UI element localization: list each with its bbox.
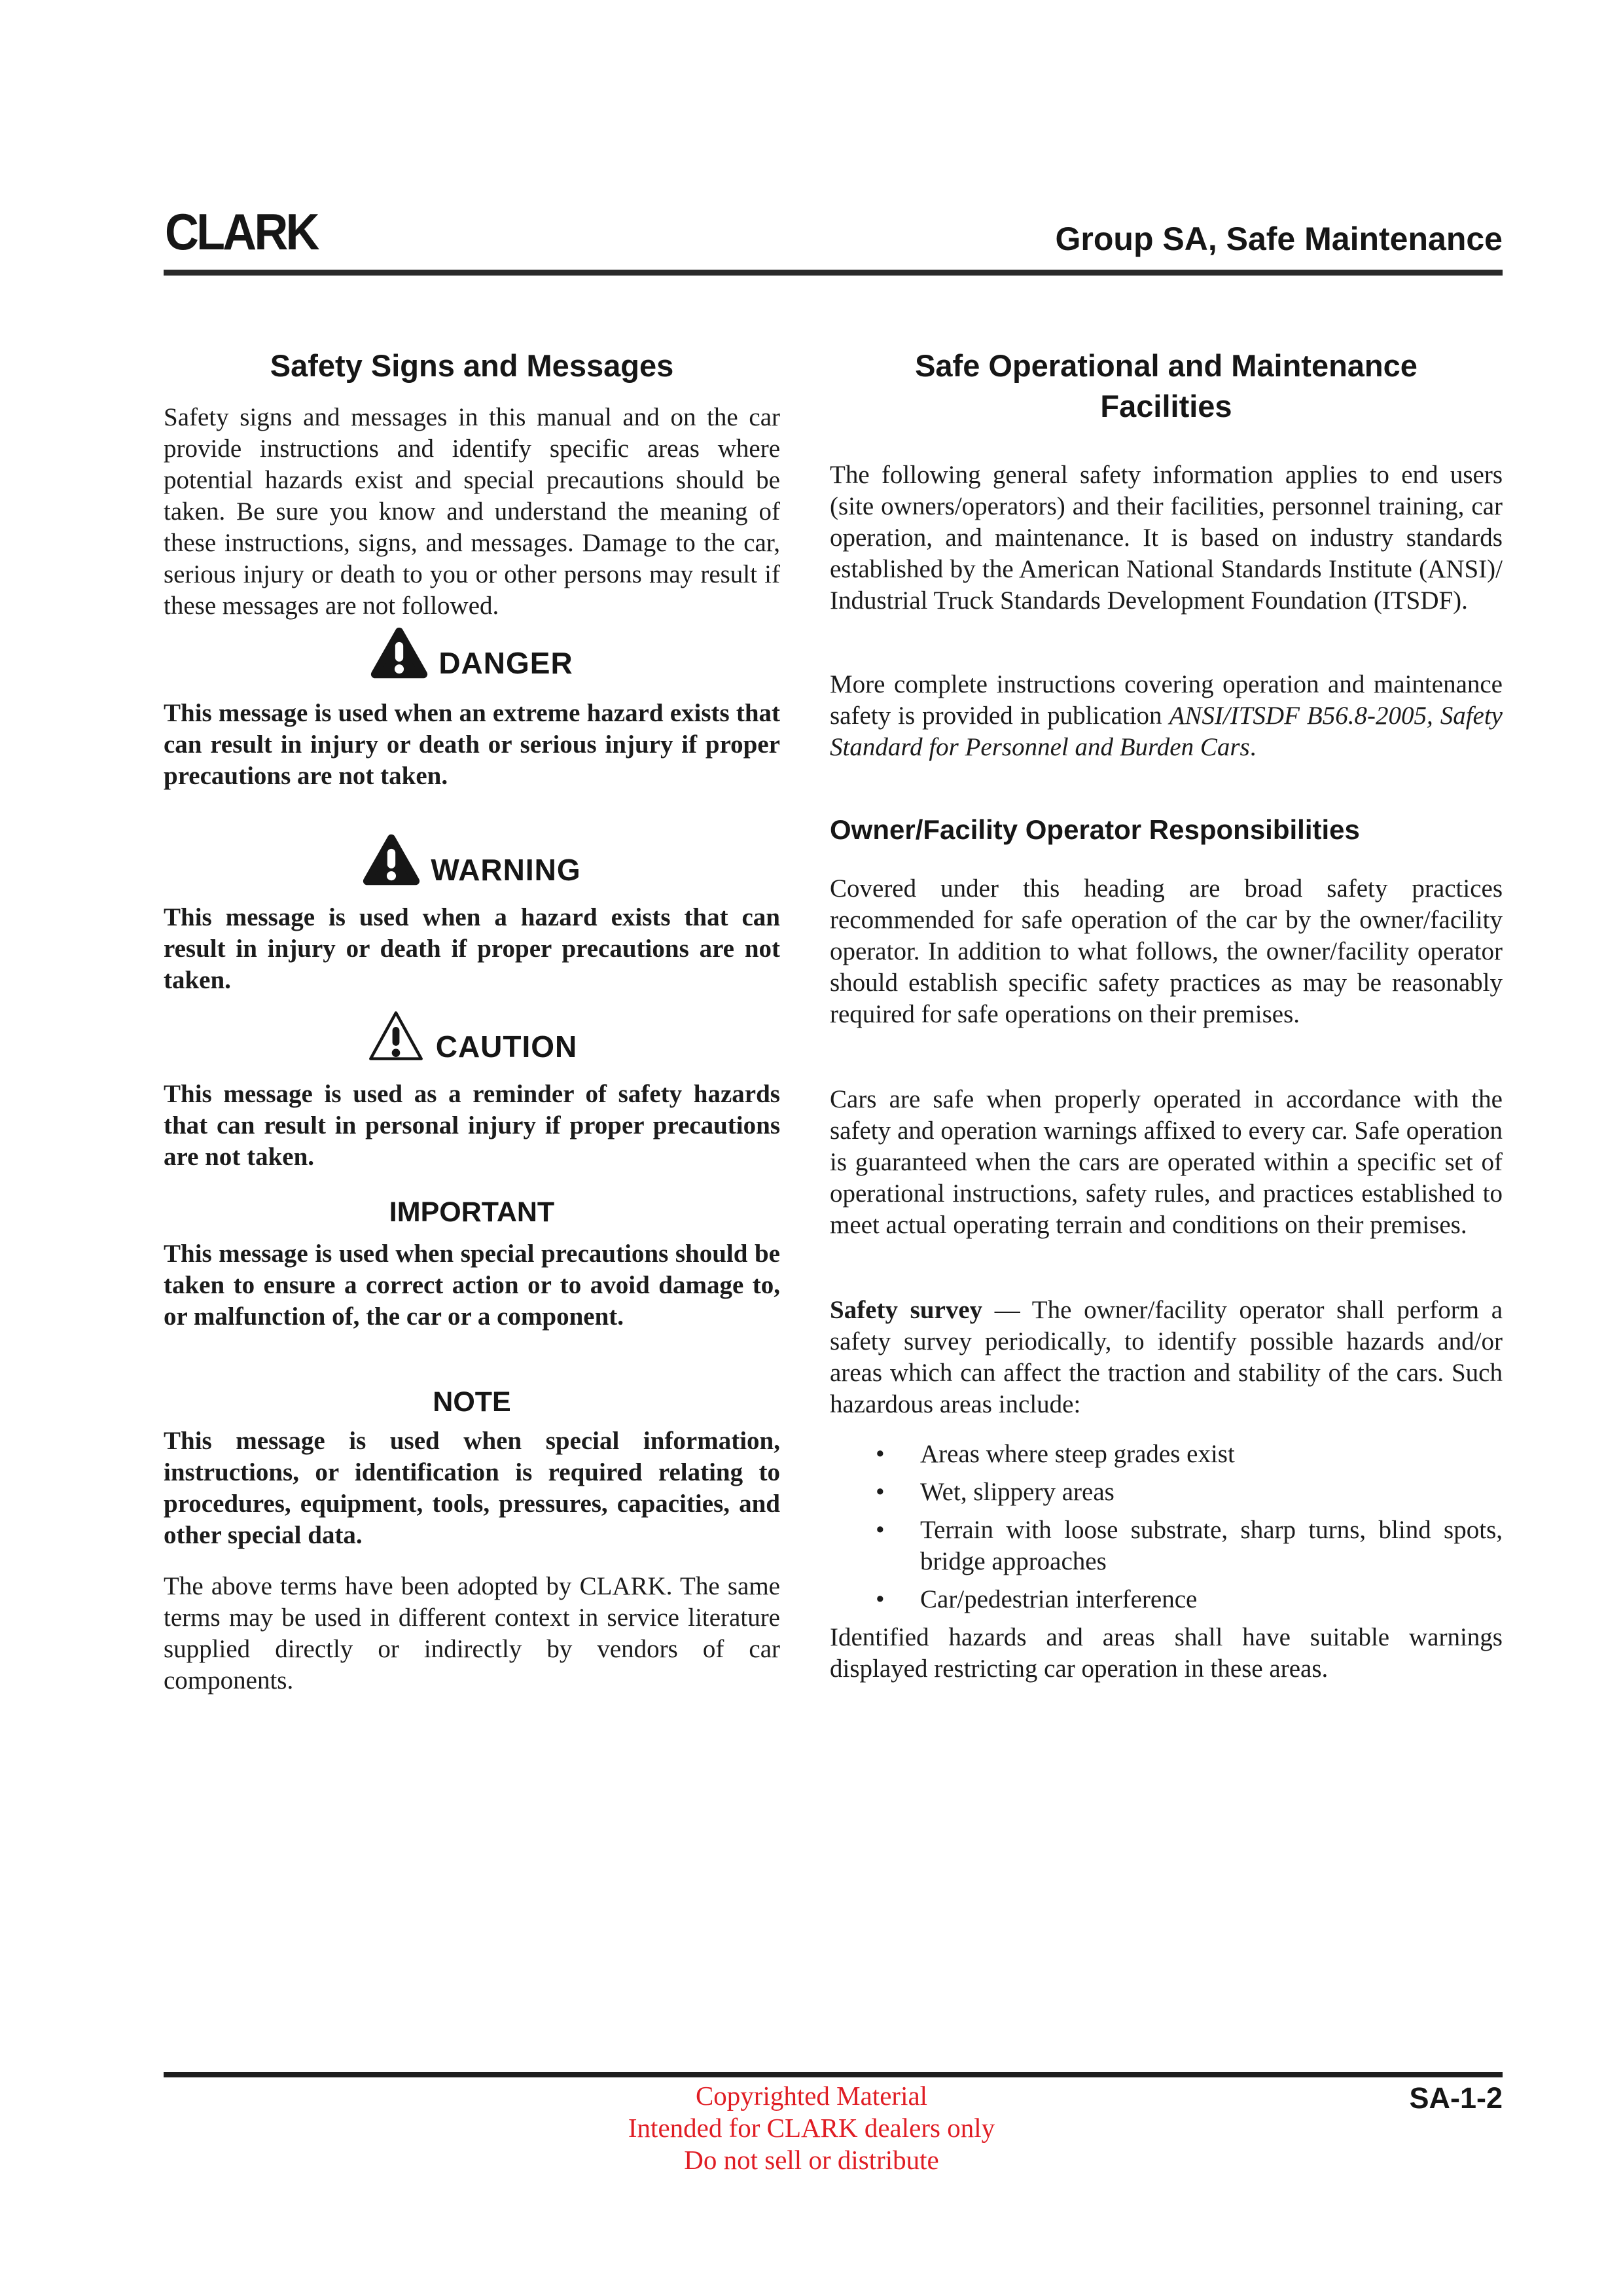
facilities-paragraph-1: The following general safety information applies to end users (site owners/operators) and their facilities, personnel training, car operation, and maintenance. It is based on industry standards established by the American National Standards Institute (ANSI)/ Industrial Truck Standards Development Foundation (ITSDF). [830, 461, 1503, 615]
copyright-notice-line1: Copyrighted Material [695, 2081, 928, 2111]
facilities-paragraph-2 [830, 669, 1503, 763]
list-item: • Wet, slippery areas [830, 1477, 1503, 1508]
list-item: • Areas where steep grades exist [830, 1439, 1503, 1470]
note-heading: NOTE [433, 1386, 511, 1418]
danger-heading [164, 626, 780, 681]
publication-text-italic: ANSI/ITSDF B56.8-2005, Safety Standard for Personnel and Burden Cars [830, 702, 1503, 761]
clark-logo: CLARK [165, 203, 317, 260]
safety-survey-rest: The owner/facility operator shall perform a safety survey periodically, to identify possible hazards and/or areas which can affect the traction and stability of the cars. Such hazardous areas include: [830, 1296, 1503, 1418]
warning-triangle-filled-icon [363, 833, 420, 888]
caution-paragraph: This message is used as a reminder of safety hazards that can result in personal injury if proper precautions are not taken. [164, 1080, 780, 1171]
safety-survey-paragraph [830, 1295, 1503, 1420]
intro-paragraph: Safety signs and messages in this manual and on the car provide instructions and identify specific areas where potential hazards exist and special precautions should be taken. Be sure you know and understand the meaning of these instructions, signs, and messages. Damage to the car, serious injury or death to you or other persons may result if these messages are not followed. [164, 403, 780, 620]
footer-divider [164, 2072, 1503, 2077]
right-column [830, 0, 1503, 2296]
publication-text-plain: More complete instructions covering operation and maintenance safety is provided in publication [830, 670, 1503, 730]
warning-triangle-outline-icon [366, 1008, 425, 1064]
copyright-notice-line3: Do not sell or distribute [684, 2145, 939, 2175]
safety-survey-lead: Safety survey [830, 1296, 983, 1324]
responsibilities-paragraph-2: Cars are safe when properly operated in accordance with the safety and operation warnings affixed to every car. Safe operation is guaranteed when the cars are operated within a specific set of operational instructions, safety rules, and practices established to meet actual operating terrain and conditions on their premises. [830, 1085, 1503, 1239]
warning-paragraph: This message is used when a hazard exists that can result in injury or death if proper precautions are not taken. [164, 903, 780, 994]
page-number: SA-1-2 [1409, 2081, 1503, 2115]
publication-text-period: . [1249, 733, 1257, 761]
warning-triangle-filled-icon [370, 626, 428, 681]
copyright-notice-line2: Intended for CLARK dealers only [628, 2113, 995, 2143]
list-item: • Car/pedestrian interference [830, 1584, 1503, 1615]
important-heading: IMPORTANT [389, 1196, 555, 1228]
right-column-title-line2: Facilities [1100, 389, 1232, 423]
safety-survey-dash: — [982, 1296, 1032, 1324]
list-item: • Terrain with loose substrate, sharp turns, blind spots, bridge approaches [830, 1515, 1503, 1577]
hazard-list [830, 1439, 1503, 1622]
warning-heading [164, 833, 780, 888]
note-paragraph: This message is used when special information, instructions, or identification is required relating to procedures, equipment, tools, pressures, capacities, and other special data. [164, 1427, 780, 1549]
right-column-title [830, 346, 1503, 427]
danger-label: DANGER [438, 646, 573, 680]
danger-paragraph: This message is used when an extreme hazard exists that can result in injury or death or serious injury if proper precautions are not taken. [164, 699, 780, 790]
warning-label: WARNING [431, 853, 581, 887]
left-column-title: Safety Signs and Messages [270, 348, 674, 383]
caution-heading [164, 1008, 780, 1064]
left-closing-paragraph: The above terms have been adopted by CLARK. The same terms may be used in different context in service literature supplied directly or indirectly by vendors of car components. [164, 1572, 780, 1695]
responsibilities-paragraph-1: Covered under this heading are broad safety practices recommended for safe operation of the car by the owner/facility operator. In addition to what follows, the owner/facility operator should establish specific safety practices as may be reasonably required for safe operations on their premises. [830, 874, 1503, 1028]
right-column-title-line1: Safe Operational and Maintenance [915, 348, 1418, 383]
page-title: Group SA, Safe Maintenance [1055, 221, 1503, 257]
owner-responsibilities-subheading: Owner/Facility Operator Responsibilities [830, 814, 1360, 845]
right-closing-paragraph: Identified hazards and areas shall have suitable warnings displayed restricting car operation in these areas. [830, 1623, 1503, 1683]
important-paragraph: This message is used when special precautions should be taken to ensure a correct action or to avoid damage to, or malfunction of, the car or a component. [164, 1240, 780, 1331]
caution-label: CAUTION [435, 1030, 578, 1064]
left-column [164, 0, 780, 2296]
copyright-notice [484, 2080, 1139, 2176]
